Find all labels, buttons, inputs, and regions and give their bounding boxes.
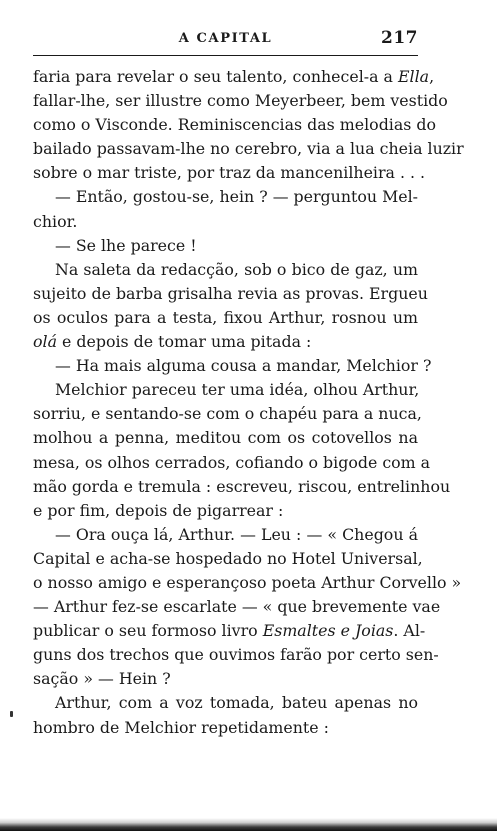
text-line: — Arthur fez-se escarlate — « que brevemente vae [33, 597, 441, 617]
ink-speck [10, 711, 13, 717]
body-text [33, 65, 464, 740]
text-line: o nosso amigo e esperançoso poeta Arthur Corvello » [33, 572, 462, 592]
text-line: — Ha mais alguma cousa a mandar, Melchior ? [55, 356, 432, 376]
text-line: guns dos trechos que ouvimos farão por certo sen- [33, 645, 439, 665]
text-line: publicar o seu formoso livro Esmaltes e Joias. Al- [33, 621, 426, 641]
text-line: — Então, gostou-se, hein ? — perguntou Mel- [55, 187, 418, 207]
page-header [33, 28, 418, 56]
text-line: olá e depois de tomar uma pitada : [33, 332, 312, 352]
text-line: faria para revelar o seu talento, conhecel-a a Ella, [33, 67, 435, 86]
text-line: Arthur, com a voz tomada, bateu apenas no [55, 693, 418, 713]
text-line: sujeito de barba grisalha revia as provas. Ergueu [33, 283, 428, 303]
text-line: chior. [33, 211, 78, 231]
text-line: os oculos para a testa, fixou Arthur, rosnou um [33, 307, 418, 327]
header-rule [33, 55, 418, 56]
text-line: mesa, os olhos cerrados, cofiando o bigode com a [33, 452, 431, 472]
text-line: molhou a penna, meditou com os cotovellos na [33, 428, 418, 448]
text-line: sorriu, e sentando-se com o chapéu para a nuca, [33, 404, 422, 424]
text-line: bailado passavam-lhe no cerebro, via a lua cheia luzir [33, 139, 464, 159]
text-line: Melchior pareceu ter uma idéa, olhou Arthur, [55, 380, 420, 400]
text-line: Capital e acha-se hospedado no Hotel Universal, [33, 548, 423, 568]
text-line: Na saleta da redacção, sob o bico de gaz, um [55, 259, 418, 279]
page-number: 217 [381, 28, 418, 48]
text-line: fallar-lhe, ser illustre como Meyerbeer, bem vestido [33, 91, 448, 111]
text-line: como o Visconde. Reminiscencias das melodias do [33, 115, 437, 135]
text-line: sobre o mar triste, por traz da mancenilheira . . . [33, 163, 426, 183]
text-line: — Se lhe parece ! [55, 235, 197, 255]
text-line: mão gorda e tremula : escreveu, riscou, entrelinhou [33, 476, 451, 496]
text-line: — Ora ouça lá, Arthur. — Leu : — « Chegou á [55, 524, 418, 544]
text-line: e por fim, depois de pigarrear : [33, 500, 284, 520]
text-line: hombro de Melchior repetidamente : [33, 717, 329, 737]
text-line: sação » — Hein ? [33, 669, 171, 689]
running-title: A CAPITAL [178, 31, 273, 46]
page-bottom-shadow [0, 818, 497, 831]
